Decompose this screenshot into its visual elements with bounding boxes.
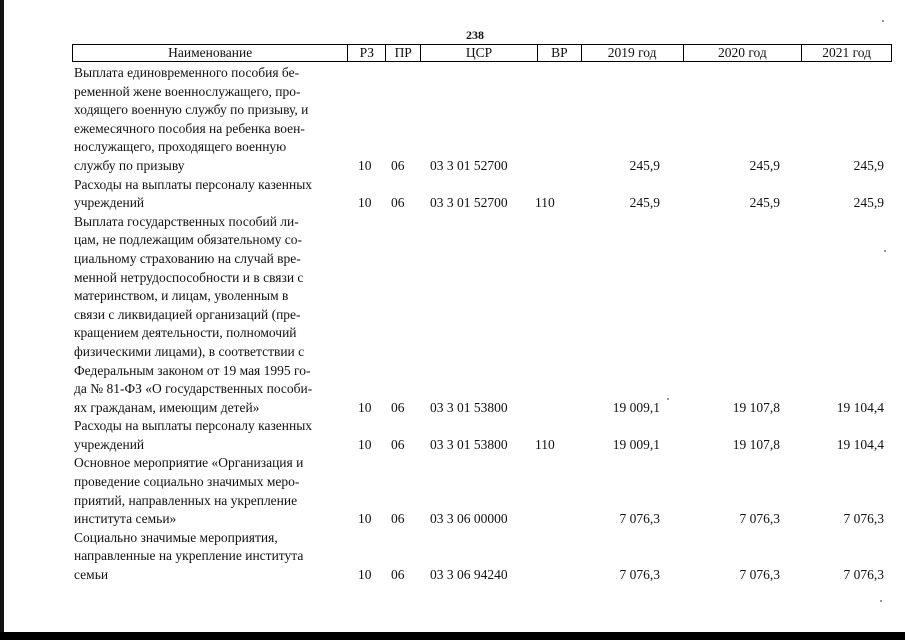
cell-pr: 06 [391,399,405,415]
table-row [74,176,890,213]
row-name-line: ременной жене военнослужащего, про- [74,83,301,99]
row-name-line: Выплата государственных пособий ли- [74,213,299,229]
cell-csr: 03 3 01 53800 [430,399,508,415]
row-name-line: учреждений [74,436,145,452]
row-name-line: Расходы на выплаты персоналу казенных [74,418,313,434]
cell-pr: 06 [391,567,405,583]
page-number: 238 [466,28,484,42]
row-name-line: цам, не подлежащим обязательному со- [74,232,303,248]
cell-csr: 03 3 06 94240 [430,567,508,583]
cell-vr: 110 [535,195,555,211]
cell-csr: 03 3 01 53800 [430,436,508,452]
table-row [74,213,890,418]
cell-2020: 19 107,8 [732,399,780,415]
row-name-line: циальному страхованию на случай вре- [74,250,301,266]
row-name [74,64,344,176]
row-name-line: Выплата единовременного пособия бе- [74,65,300,80]
header-2020: 2020 год [684,45,803,61]
scan-speck [882,20,884,22]
cell-csr: 03 3 01 52700 [430,157,508,173]
cell-2019: 7 076,3 [619,511,660,527]
header-vr: ВР [538,45,582,61]
cell-2021: 245,9 [853,157,884,173]
cell-rz: 10 [358,195,372,211]
table-row [74,454,890,528]
cell-rz: 10 [358,567,372,583]
row-name-line: ях гражданам, имеющим детей» [74,399,260,415]
row-name-line: семьи [74,567,109,583]
header-2019: 2019 год [582,45,684,61]
cell-pr: 06 [391,157,405,173]
cell-2020: 245,9 [749,157,780,173]
cell-2019: 19 009,1 [612,399,660,415]
table-header [72,44,892,62]
row-name-line: службу по призыву [74,157,185,173]
cell-vr: 110 [535,436,555,452]
cell-2019: 245,9 [629,195,660,211]
cell-2021: 7 076,3 [843,511,884,527]
row-name-line: ходящего военную службу по призыву, и [74,102,309,118]
cell-rz: 10 [358,436,372,452]
row-name-line: физическими лицами), в соответствии с [74,343,305,359]
table-row [74,64,890,176]
row-name-line: учреждений [74,195,145,211]
row-name-line: материнством, и лицам, уволенным в [74,288,289,304]
row-name-line: проведение социально значимых меро- [74,474,300,490]
header-pr: ПР [386,45,421,61]
table-row [74,529,890,585]
row-name-line: кращением деятельности, полномочий [74,325,297,341]
row-name-line: Социально значимые мероприятия, [74,529,278,545]
scan-bottom-edge [0,632,905,640]
cell-pr: 06 [391,195,405,211]
scan-left-edge [0,0,4,640]
cell-2019: 19 009,1 [612,436,660,452]
table-row [74,417,890,454]
cell-rz: 10 [358,511,372,527]
header-2021: 2021 год [822,45,872,60]
row-name-line: связи с ликвидацией организаций (пре- [74,306,301,322]
row-name-line: ежемесячного пособия на ребенка воен- [74,120,305,136]
header-csr: ЦСР [421,45,538,61]
row-name-line: приятий, направленных на укрепление [74,492,298,508]
cell-csr: 03 3 06 00000 [430,511,508,527]
cell-2021: 19 104,4 [836,399,884,415]
header-rz: РЗ [348,45,386,61]
cell-2021: 19 104,4 [836,436,884,452]
row-name [74,213,344,418]
cell-2020: 7 076,3 [739,567,780,583]
header-name: Наименование [73,45,348,61]
row-name-line: Расходы на выплаты персоналу казенных [74,176,313,192]
row-name-line: да № 81-ФЗ «О государственных пособи- [74,381,313,397]
table-body [74,64,890,585]
cell-2020: 19 107,8 [732,436,780,452]
cell-2020: 245,9 [749,195,780,211]
cell-2021: 7 076,3 [843,567,884,583]
cell-2021: 245,9 [853,195,884,211]
cell-2019: 245,9 [629,157,660,173]
cell-2020: 7 076,3 [739,511,780,527]
row-name [74,454,344,528]
row-name-line: института семьи» [74,511,177,527]
scan-speck [667,398,669,400]
scan-speck [880,600,882,602]
row-name-line: Федеральным законом от 19 мая 1995 го- [74,362,311,378]
scan-speck [884,250,886,252]
cell-rz: 10 [358,157,372,173]
row-name [74,417,344,454]
cell-2019: 7 076,3 [619,567,660,583]
cell-rz: 10 [358,399,372,415]
row-name-line: менной нетрудоспособности и в связи с [74,269,304,285]
cell-csr: 03 3 01 52700 [430,195,508,211]
row-name-line: направленные на укрепление института [74,548,304,564]
row-name-line: Основное мероприятие «Организация и [74,455,304,471]
cell-pr: 06 [391,511,405,527]
row-name [74,529,344,585]
row-name [74,176,344,213]
cell-pr: 06 [391,436,405,452]
row-name-line: нослужащего, проходящего военную [74,139,287,155]
